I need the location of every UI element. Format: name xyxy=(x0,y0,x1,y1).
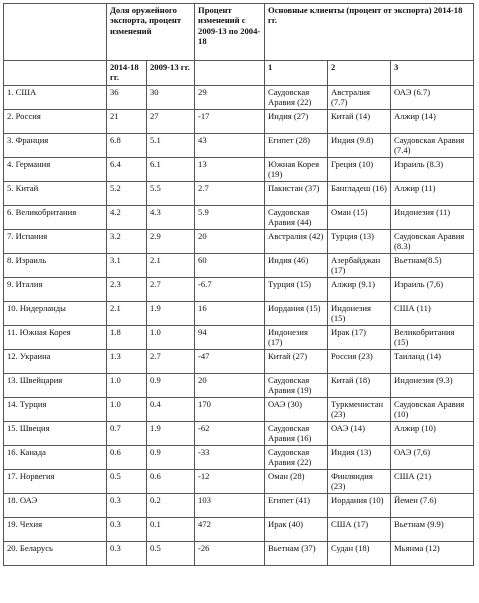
table-row xyxy=(4,326,474,350)
share-2009-13-cell: 6.1 xyxy=(147,158,195,182)
share-2009-13-cell: 0.4 xyxy=(147,398,195,422)
change-cell: 170 xyxy=(195,398,265,422)
table-row xyxy=(4,470,474,494)
change-cell: 60 xyxy=(195,254,265,278)
client-2-cell: Австралия (7.7) xyxy=(328,86,391,110)
table-row xyxy=(4,542,474,566)
header-share: Доля оружейного экспорта, процент изменений xyxy=(107,4,195,61)
country-cell: 10. Нидерланды xyxy=(4,302,107,326)
client-1-cell: Индонезия (17) xyxy=(265,326,328,350)
client-2-cell: Иордания (10) xyxy=(328,494,391,518)
client-2-cell: Алжир (9.1) xyxy=(328,278,391,302)
client-3-cell: США (21) xyxy=(391,470,474,494)
table-row xyxy=(4,230,474,254)
client-2-cell: Азербайджан (17) xyxy=(328,254,391,278)
share-2014-18-cell: 1.0 xyxy=(107,398,147,422)
table-row xyxy=(4,134,474,158)
table-row xyxy=(4,158,474,182)
share-2014-18-cell: 3.1 xyxy=(107,254,147,278)
table-row xyxy=(4,206,474,230)
client-3-cell: Таиланд (14) xyxy=(391,350,474,374)
header-change: Процент изменений с 2009-13 по 2004-18 xyxy=(195,4,265,61)
table-row xyxy=(4,86,474,110)
change-cell: 20 xyxy=(195,374,265,398)
client-3-cell: Индонезия (9.3) xyxy=(391,374,474,398)
client-3-cell: Алжир (10) xyxy=(391,422,474,446)
share-2009-13-cell: 2.7 xyxy=(147,278,195,302)
change-cell: 13 xyxy=(195,158,265,182)
subheader-client-1: 1 xyxy=(265,61,328,86)
client-2-cell: Ирак (17) xyxy=(328,326,391,350)
table-row xyxy=(4,398,474,422)
table-row xyxy=(4,518,474,542)
client-2-cell: Китай (14) xyxy=(328,110,391,134)
client-2-cell: Индонезия (15) xyxy=(328,302,391,326)
client-1-cell: Саудовская Аравия (22) xyxy=(265,86,328,110)
table-row xyxy=(4,350,474,374)
client-2-cell: Индия (13) xyxy=(328,446,391,470)
share-2014-18-cell: 0.3 xyxy=(107,494,147,518)
country-cell: 4. Германия xyxy=(4,158,107,182)
client-1-cell: Египет (41) xyxy=(265,494,328,518)
share-2009-13-cell: 27 xyxy=(147,110,195,134)
client-2-cell: Финляндия (23) xyxy=(328,470,391,494)
client-1-cell: ОАЭ (30) xyxy=(265,398,328,422)
country-cell: 16. Канада xyxy=(4,446,107,470)
change-cell: 2.7 xyxy=(195,182,265,206)
client-2-cell: Туркменистан (23) xyxy=(328,398,391,422)
client-3-cell: Израиль (7,6) xyxy=(391,278,474,302)
client-2-cell: Россия (23) xyxy=(328,350,391,374)
country-cell: 5. Китай xyxy=(4,182,107,206)
change-cell: 29 xyxy=(195,86,265,110)
client-3-cell: Йемен (7.6) xyxy=(391,494,474,518)
country-cell: 6. Великобритания xyxy=(4,206,107,230)
change-cell: 472 xyxy=(195,518,265,542)
share-2009-13-cell: 30 xyxy=(147,86,195,110)
client-2-cell: Бангладеш (16) xyxy=(328,182,391,206)
change-cell: 43 xyxy=(195,134,265,158)
client-3-cell: Алжир (14) xyxy=(391,110,474,134)
share-2014-18-cell: 4.2 xyxy=(107,206,147,230)
share-2014-18-cell: 0.3 xyxy=(107,518,147,542)
table-row xyxy=(4,254,474,278)
client-2-cell: ОАЭ (14) xyxy=(328,422,391,446)
share-2009-13-cell: 0.1 xyxy=(147,518,195,542)
client-1-cell: Египет (28) xyxy=(265,134,328,158)
client-2-cell: Судан (18) xyxy=(328,542,391,566)
country-cell: 20. Беларусь xyxy=(4,542,107,566)
share-2014-18-cell: 5.2 xyxy=(107,182,147,206)
share-2009-13-cell: 2.9 xyxy=(147,230,195,254)
change-cell: 5.9 xyxy=(195,206,265,230)
subheader-2009-13: 2009-13 гг. xyxy=(147,61,195,86)
client-1-cell: Саудовская Аравия (22) xyxy=(265,446,328,470)
subheader-change-empty xyxy=(195,61,265,86)
change-cell: -33 xyxy=(195,446,265,470)
change-cell: 103 xyxy=(195,494,265,518)
client-3-cell: ОАЭ (7,6) xyxy=(391,446,474,470)
country-cell: 18. ОАЭ xyxy=(4,494,107,518)
share-2009-13-cell: 1.9 xyxy=(147,302,195,326)
client-1-cell: Турция (15) xyxy=(265,278,328,302)
client-3-cell: Мьянма (12) xyxy=(391,542,474,566)
subheader-client-3: 3 xyxy=(391,61,474,86)
client-3-cell: Индонезия (11) xyxy=(391,206,474,230)
header-empty-cell xyxy=(4,4,107,61)
country-cell: 17. Норвегия xyxy=(4,470,107,494)
change-cell: -26 xyxy=(195,542,265,566)
table-row xyxy=(4,110,474,134)
client-1-cell: Пакистан (37) xyxy=(265,182,328,206)
share-2009-13-cell: 0.5 xyxy=(147,542,195,566)
client-3-cell: Саудовская Аравия (10) xyxy=(391,398,474,422)
share-2009-13-cell: 0.6 xyxy=(147,470,195,494)
share-2014-18-cell: 1.0 xyxy=(107,374,147,398)
client-3-cell: ОАЭ (6.7) xyxy=(391,86,474,110)
share-2014-18-cell: 2.1 xyxy=(107,302,147,326)
client-1-cell: Вьетнам (37) xyxy=(265,542,328,566)
subheader-client-2: 2 xyxy=(328,61,391,86)
table-row xyxy=(4,422,474,446)
client-1-cell: Саудовская Аравия (16) xyxy=(265,422,328,446)
table-row xyxy=(4,446,474,470)
client-2-cell: США (17) xyxy=(328,518,391,542)
client-3-cell: Вьетнам (9.9) xyxy=(391,518,474,542)
share-2009-13-cell: 0.9 xyxy=(147,374,195,398)
client-3-cell: Вьетнам(8.5) xyxy=(391,254,474,278)
table-row xyxy=(4,374,474,398)
share-2009-13-cell: 0.9 xyxy=(147,446,195,470)
client-1-cell: Индия (46) xyxy=(265,254,328,278)
change-cell: 94 xyxy=(195,326,265,350)
table-row xyxy=(4,494,474,518)
client-1-cell: Австралия (42) xyxy=(265,230,328,254)
client-1-cell: Южная Корея (19) xyxy=(265,158,328,182)
client-3-cell: Саудовская Аравия (7.4) xyxy=(391,134,474,158)
share-2014-18-cell: 0.5 xyxy=(107,470,147,494)
share-2009-13-cell: 2.1 xyxy=(147,254,195,278)
share-2009-13-cell: 2.7 xyxy=(147,350,195,374)
share-2014-18-cell: 6.8 xyxy=(107,134,147,158)
change-cell: -6.7 xyxy=(195,278,265,302)
client-3-cell: Алжир (11) xyxy=(391,182,474,206)
change-cell: -47 xyxy=(195,350,265,374)
client-2-cell: Китай (18) xyxy=(328,374,391,398)
client-1-cell: Саудовская Аравия (19) xyxy=(265,374,328,398)
client-2-cell: Индия (9.8) xyxy=(328,134,391,158)
change-cell: -17 xyxy=(195,110,265,134)
country-cell: 3. Франция xyxy=(4,134,107,158)
country-cell: 19. Чехия xyxy=(4,518,107,542)
country-cell: 9. Италия xyxy=(4,278,107,302)
client-1-cell: Китай (27) xyxy=(265,350,328,374)
country-cell: 13. Швейцария xyxy=(4,374,107,398)
client-3-cell: Саудовская Аравия (8.3) xyxy=(391,230,474,254)
client-2-cell: Турция (13) xyxy=(328,230,391,254)
client-2-cell: Греция (10) xyxy=(328,158,391,182)
share-2014-18-cell: 3.2 xyxy=(107,230,147,254)
client-3-cell: Израиль (8.3) xyxy=(391,158,474,182)
share-2014-18-cell: 6.4 xyxy=(107,158,147,182)
header-clients: Основные клиенты (процент от экспорта) 2014-18 гг. xyxy=(265,4,474,61)
client-3-cell: Великобритания (15) xyxy=(391,326,474,350)
country-cell: 2. Россия xyxy=(4,110,107,134)
country-cell: 15. Швеция xyxy=(4,422,107,446)
client-1-cell: Иордания (15) xyxy=(265,302,328,326)
share-2014-18-cell: 0.7 xyxy=(107,422,147,446)
table-row xyxy=(4,278,474,302)
client-1-cell: Индия (27) xyxy=(265,110,328,134)
share-2014-18-cell: 2.3 xyxy=(107,278,147,302)
share-2009-13-cell: 0.2 xyxy=(147,494,195,518)
client-1-cell: Саудовская Аравия (44) xyxy=(265,206,328,230)
change-cell: 20 xyxy=(195,230,265,254)
country-cell: 12. Украина xyxy=(4,350,107,374)
arms-export-table xyxy=(3,3,474,566)
client-3-cell: США (11) xyxy=(391,302,474,326)
share-2009-13-cell: 5.5 xyxy=(147,182,195,206)
subheader-empty-cell xyxy=(4,61,107,86)
share-2014-18-cell: 36 xyxy=(107,86,147,110)
client-1-cell: Ирак (40) xyxy=(265,518,328,542)
country-cell: 1. США xyxy=(4,86,107,110)
country-cell: 7. Испания xyxy=(4,230,107,254)
table-row xyxy=(4,182,474,206)
share-2014-18-cell: 1.8 xyxy=(107,326,147,350)
country-cell: 8. Израиль xyxy=(4,254,107,278)
share-2014-18-cell: 0.6 xyxy=(107,446,147,470)
country-cell: 14. Турция xyxy=(4,398,107,422)
share-2009-13-cell: 4.3 xyxy=(147,206,195,230)
share-2009-13-cell: 1.9 xyxy=(147,422,195,446)
table-row xyxy=(4,302,474,326)
subheader-2014-18: 2014-18 гг. xyxy=(107,61,147,86)
client-1-cell: Оман (28) xyxy=(265,470,328,494)
client-2-cell: Оман (15) xyxy=(328,206,391,230)
share-2014-18-cell: 1.3 xyxy=(107,350,147,374)
header-row xyxy=(4,4,474,61)
share-2014-18-cell: 0.3 xyxy=(107,542,147,566)
subheader-row xyxy=(4,61,474,86)
country-cell: 11. Южная Корея xyxy=(4,326,107,350)
change-cell: -12 xyxy=(195,470,265,494)
change-cell: 16 xyxy=(195,302,265,326)
share-2009-13-cell: 1.0 xyxy=(147,326,195,350)
change-cell: -62 xyxy=(195,422,265,446)
share-2014-18-cell: 21 xyxy=(107,110,147,134)
share-2009-13-cell: 5.1 xyxy=(147,134,195,158)
